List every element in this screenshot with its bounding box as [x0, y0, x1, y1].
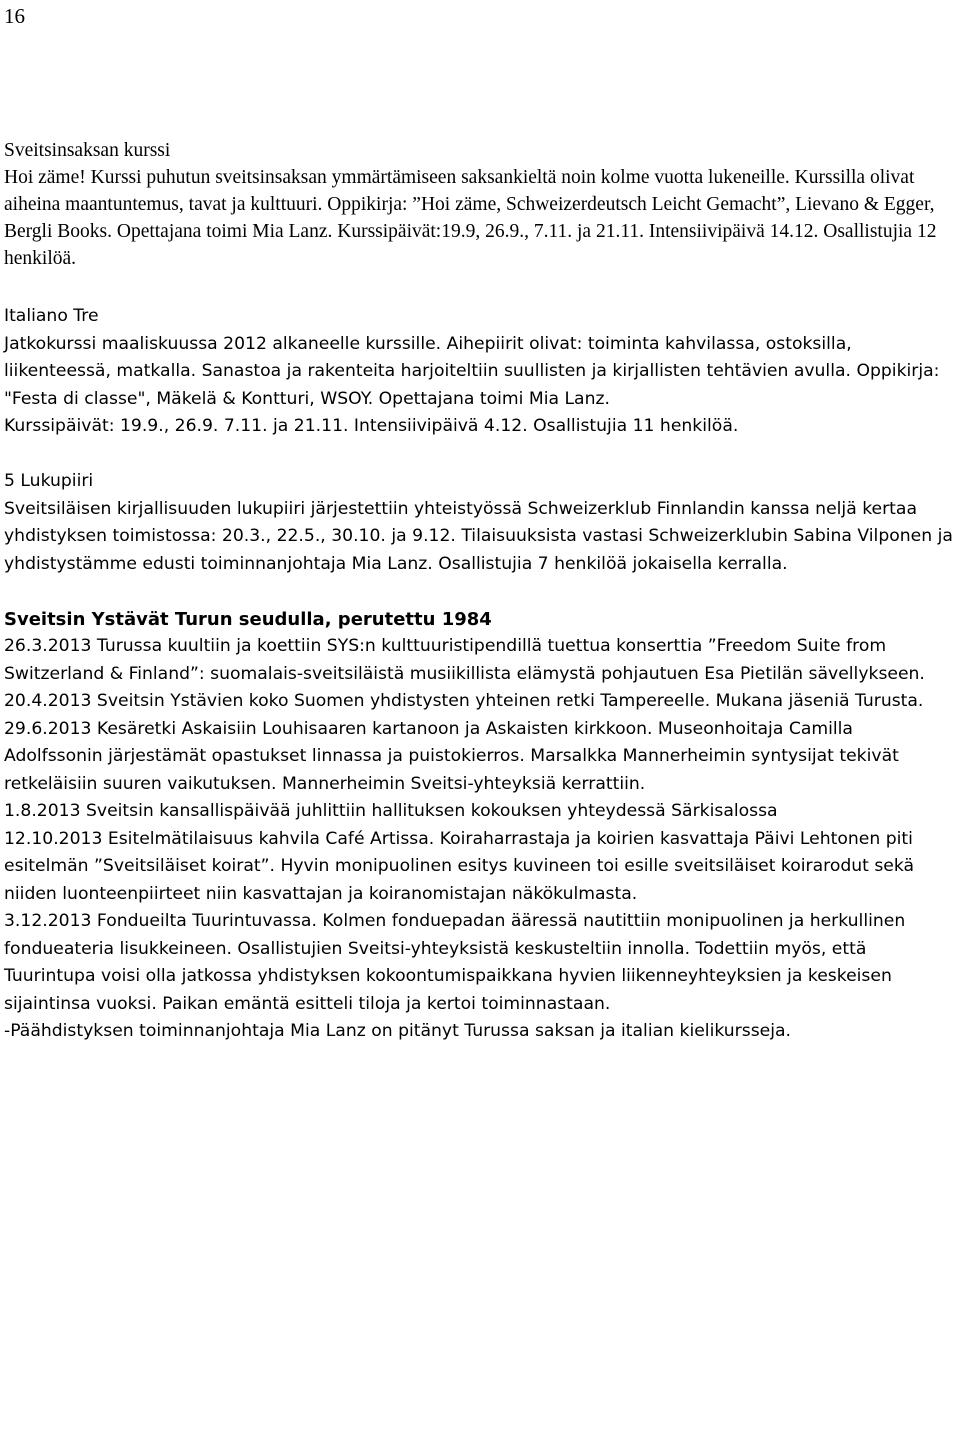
swiss-german-course-title: Sveitsinsaksan kurssi	[4, 140, 171, 161]
swiss-german-course-section	[4, 137, 954, 272]
main-content	[4, 303, 956, 1046]
italiano-tre-title: Italiano Tre	[4, 306, 99, 326]
event-item: 1.8.2013 Sveitsin kansallispäivää juhlittiin hallituksen kokouksen yhteydessä Särkisalossa	[4, 801, 778, 821]
event-item: 12.10.2013 Esitelmätilaisuus kahvila Café Artissa. Koiraharrastaja ja koirien kasvattaja Päivi Lehtonen piti esitelmän ”Sveitsiläiset koirat”. Hyvin monipuolinen esitys kuvineen toi esille sveitsiläiset koirarodut sekä niiden luonteenpiirteet niin kasvattajan ja koiranomistajan näkökulmasta.	[4, 828, 915, 904]
italiano-tre-body: Jatkokurssi maaliskuussa 2012 alkaneelle kurssille. Aihepiirit olivat: toiminta kahvilassa, ostoksilla, liikenteessä, matkalla. Sanastoa ja rakenteita harjoiteltiin suullisten ja kirjallisten tehtävien avulla. Oppikirja: "Festa di classe", Mäkelä & Kontturi, WSOY. Opettajana toimi Mia Lanz.	[4, 333, 940, 409]
event-item: 3.12.2013 Fondueilta Tuurintuvassa. Kolmen fonduepadan ääressä nautittiin monipuolinen ja herkullinen fondueateria lisukkeineen. Osallistujien Sveitsi-yhteyksistä keskusteltiin innolla. Todettiin myös, että Tuurintupa voisi olla jatkossa yhdistyksen kokoontumispaikkana hyvien liikenneyhteyksien ja keskeisen sijaintinsa vuoksi. Paikan emäntä esitteli tiloja ja kertoi toiminnastaan.	[4, 911, 906, 1014]
event-item: 26.3.2013 Turussa kuultiin ja koettiin SYS:n kulttuuristipendillä tuettua konserttia ”Freedom Suite from Switzerland & Finland”: suomalais-sveitsiläistä musiikillista elämystä pohjautuen Esa Pietilän sävellykseen.	[4, 636, 925, 684]
turku-events-list	[4, 633, 956, 1046]
event-item: 29.6.2013 Kesäretki Askaisiin Louhisaaren kartanoon ja Askaisten kirkkoon. Museonhoitaja Camilla Adolfssonin järjestämät opastukset linnassa ja puistokierros. Marsalkka Mannerheimin syntysijat tekivät retkeläisiin suuren vaikutuksen. Mannerheimin Sveitsi-yhteyksiä kerrattiin.	[4, 718, 899, 794]
turku-section-heading: Sveitsin Ystävät Turun seudulla, perutettu 1984	[4, 608, 492, 630]
swiss-german-course-body: Hoi zäme! Kurssi puhutun sveitsinsaksan ymmärtämiseen saksankieltä noin kolme vuotta lukeneille. Kurssilla olivat aiheina maantuntemus, tavat ja kulttuuri. Oppikirja: ”Hoi zäme, Schweizerdeutsch Leicht Gemacht”, Lievano & Egger, Bergli Books. Opettajana toimi Mia Lanz. Kurssipäivät:19.9, 26.9., 7.11. ja 21.11. Intensiivipäivä 14.12. Osallistujia 12 henkilöä.	[4, 167, 937, 269]
italiano-tre-section	[4, 303, 956, 441]
event-item: 20.4.2013 Sveitsin Ystävien koko Suomen yhdistysten yhteinen retki Tampereelle. Mukana jäseniä Turusta.	[4, 691, 924, 711]
reading-circle-section	[4, 468, 956, 578]
reading-circle-body: Sveitsiläisen kirjallisuuden lukupiiri järjestettiin yhteistyössä Schweizerklub Finnlandin kanssa neljä kertaa yhdistyksen toimistossa: 20.3., 22.5., 30.10. ja 9.12. Tilaisuuksista vastasi Schweizerklubin Sabina Vilponen ja yhdistystämme edusti toiminnanjohtaja Mia Lanz. Osallistujia 7 henkilöä jokaisella kerralla.	[4, 498, 953, 574]
italiano-tre-days: Kurssipäivät: 19.9., 26.9. 7.11. ja 21.11. Intensiivipäivä 4.12. Osallistujia 11 henkilöä.	[4, 416, 739, 436]
reading-circle-title: 5 Lukupiiri	[4, 471, 94, 491]
event-item: -Päähdistyksen toiminnanjohtaja Mia Lanz on pitänyt Turussa saksan ja italian kielikursseja.	[4, 1021, 791, 1041]
page-number: 16	[4, 4, 25, 28]
